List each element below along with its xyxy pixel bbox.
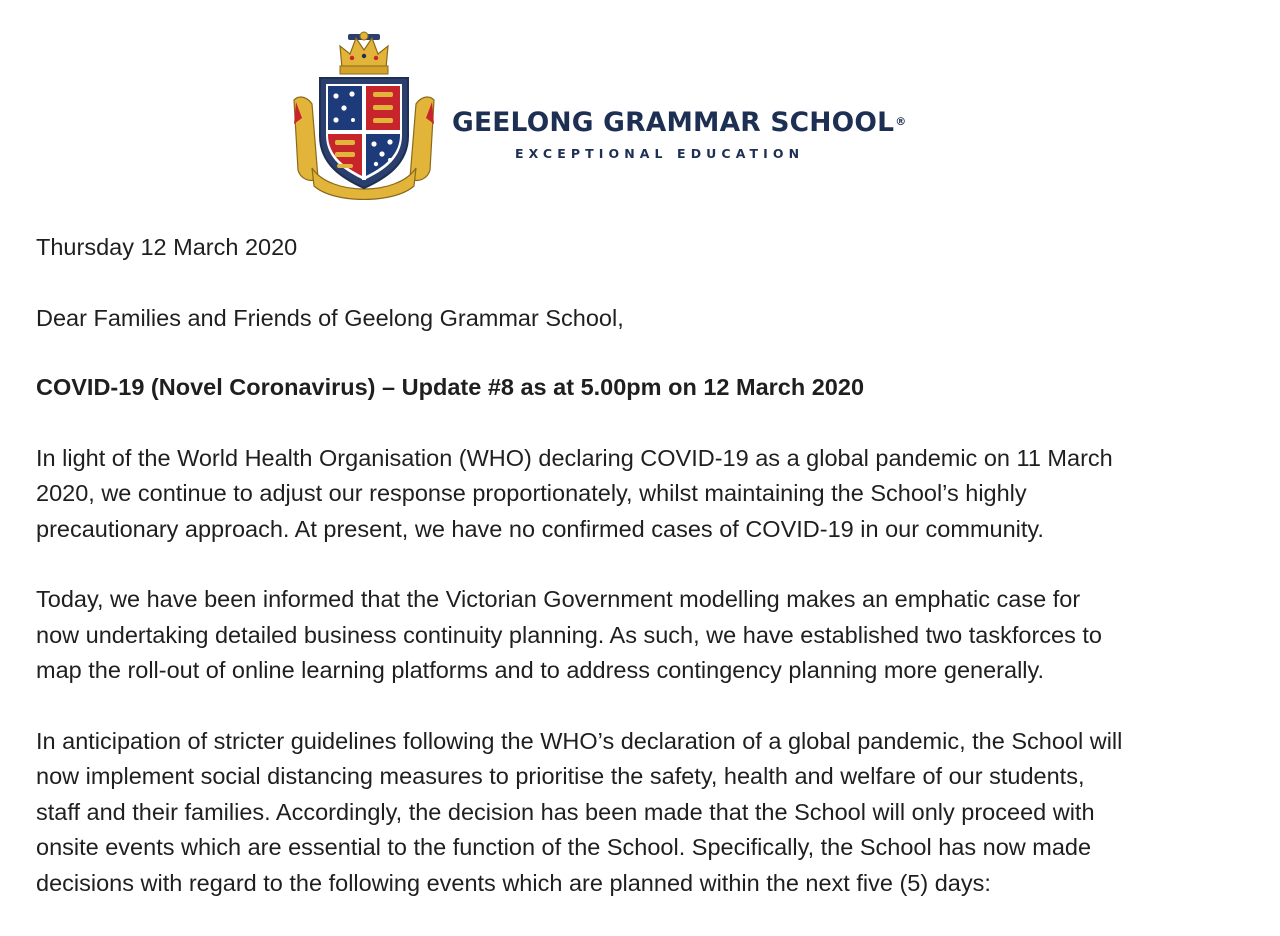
paragraph-continuity-planning <box>36 582 1266 689</box>
paragraph-line: In light of the World Health Organisation (WHO) declaring COVID-19 as a global pandemic on 11 March <box>36 444 1113 471</box>
school-tagline: EXCEPTIONAL EDUCATION <box>515 146 805 161</box>
paragraph-line: In anticipation of stricter guidelines following the WHO’s declaration of a global pandemic, the School will <box>36 727 1123 754</box>
paragraph-line: now implement social distancing measures to prioritise the safety, health and welfare of our students, <box>36 763 1085 789</box>
registered-mark: ® <box>895 115 907 128</box>
paragraph-line: decisions with regard to the following events which are planned within the next five (5) days: <box>36 869 991 896</box>
paragraph-line: now undertaking detailed business continuity planning. As such, we have established two taskforces to <box>36 621 1102 648</box>
letter-subject: COVID-19 (Novel Coronavirus) – Update #8 as at 5.00pm on 12 March 2020 <box>36 374 865 400</box>
letter-date: Thursday 12 March 2020 <box>36 234 298 260</box>
school-wordmark <box>452 108 922 161</box>
crown-icon <box>340 32 388 74</box>
paragraph-pandemic-response <box>36 441 1266 548</box>
paragraph-line: onsite events which are essential to the function of the School. Specifically, the School has now made <box>36 834 1092 860</box>
paragraph-line: staff and their families. Accordingly, the decision has been made that the School will only proceed with <box>36 798 1095 825</box>
paragraph-line: map the roll-out of online learning platforms and to address contingency planning more generally. <box>36 657 1045 683</box>
paragraph-line: 2020, we continue to adjust our response proportionately, whilst maintaining the School’s highly <box>36 480 1027 506</box>
school-crest-logo <box>290 28 438 200</box>
paragraph-line: precautionary approach. At present, we have no confirmed cases of COVID-19 in our community. <box>36 515 1044 542</box>
letterhead <box>290 28 930 200</box>
paragraph-social-distancing <box>36 724 1266 902</box>
letter-body <box>36 230 1266 936</box>
letter-salutation: Dear Families and Friends of Geelong Grammar School, <box>36 304 624 331</box>
school-name: GEELONG GRAMMAR SCHOOL® <box>452 107 907 138</box>
paragraph-line: Today, we have been informed that the Victorian Government modelling makes an emphatic case for <box>36 586 1081 612</box>
